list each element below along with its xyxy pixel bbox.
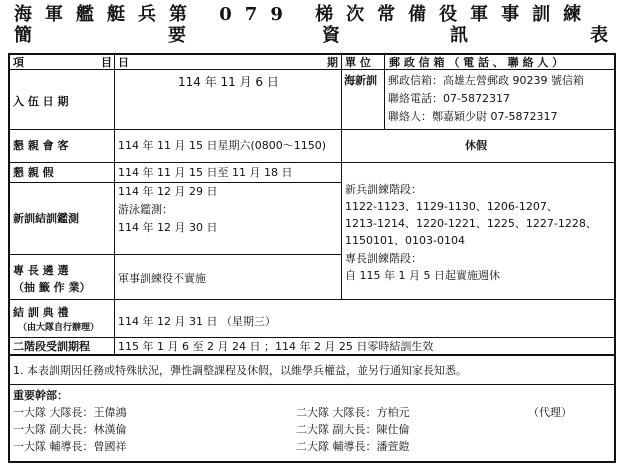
eval-line3: 114 年 12 月 30 日 bbox=[118, 221, 218, 234]
row-sep-grad bbox=[8, 337, 616, 338]
lower-bottom-border bbox=[8, 461, 616, 463]
enlist-label: 入 伍 日 期 bbox=[13, 95, 69, 108]
note-sep bbox=[8, 384, 616, 385]
cadre-title: 重要幹部： bbox=[13, 389, 68, 402]
title-line2-mid3: 訊 bbox=[450, 25, 481, 46]
header-item-end: 目 bbox=[101, 56, 112, 69]
row-sep-phase2 bbox=[8, 354, 616, 356]
header-contact: 郵 政 信 箱 （ 電 話 、 聯 絡 人 ） bbox=[389, 56, 564, 69]
spec-label-2: （抽 籤 作 業） bbox=[13, 281, 91, 294]
row-sep-enlist bbox=[8, 129, 616, 130]
holiday-new-1: 1122-1123、1129-1130、1206-1207、 bbox=[345, 200, 558, 213]
lower-right-border bbox=[614, 354, 616, 462]
note-text: 1. 本表訓期因任務或特殊狀況，彈性調整課程及休假，以維學兵權益，並另行通知家長知悉。 bbox=[13, 364, 467, 377]
phase2-label: 二階段受訓期程 bbox=[13, 340, 90, 353]
cadre-left-1: 一大隊 大隊長：王偉鴻 bbox=[13, 406, 127, 419]
grad-label-2: （由大隊自行辦理） bbox=[18, 323, 100, 333]
spec-label-1: 專 長 遴 選 bbox=[13, 264, 69, 277]
lower-left-border bbox=[8, 354, 10, 462]
leave-label: 懇 親 假 bbox=[13, 166, 54, 179]
table-top-border bbox=[8, 53, 616, 55]
row-sep-eval bbox=[8, 254, 342, 255]
eval-label: 新訓結訓鑑測 bbox=[13, 212, 79, 225]
holiday-spec-1: 自 115 年 1 月 5 日起實施週休 bbox=[345, 269, 500, 282]
holiday-new-3: 1150101、0103-0104 bbox=[345, 234, 465, 247]
leave-value: 114 年 11 月 15 日至 11 月 18 日 bbox=[118, 166, 293, 179]
row-sep-visit bbox=[8, 162, 616, 163]
eval-line1: 114 年 12 月 29 日 bbox=[118, 185, 218, 198]
table-left-border bbox=[8, 53, 10, 355]
title-line2-left: 簡 bbox=[14, 25, 45, 46]
visit-value: 114 年 11 月 15 日星期六(0800～1150) bbox=[118, 139, 327, 152]
enlist-date: 114 年 11 月 6 日 bbox=[178, 75, 279, 89]
cadre-left-3: 一大隊 輔導長：曾國祥 bbox=[13, 440, 127, 453]
title-line2-right: 表 bbox=[590, 25, 621, 46]
postbox: 郵政信箱：高雄左營郵政 90239 號信箱 bbox=[388, 74, 584, 87]
table-right-border bbox=[614, 53, 616, 355]
spec-value: 軍事訓練役不實施 bbox=[118, 272, 206, 285]
phone: 聯絡電話：07-5872317 bbox=[388, 92, 510, 105]
holiday-new-2: 1213-1214、1220-1221、1225、1227-1228、 bbox=[345, 217, 597, 230]
acting-note: （代理） bbox=[528, 406, 572, 419]
grad-label-1: 結 訓 典 禮 bbox=[13, 306, 69, 319]
header-item: 項 bbox=[13, 56, 24, 69]
grad-value: 114 年 12 月 31 日 （星期三） bbox=[118, 315, 276, 328]
col-sep-1 bbox=[114, 53, 115, 355]
cadre-right-3: 二大隊 輔導長：潘萱鎧 bbox=[296, 440, 410, 453]
col-sep-2 bbox=[341, 53, 342, 299]
cadre-left-2: 一大隊 副大長：林漢倫 bbox=[13, 423, 127, 436]
title-line2-mid1: 要 bbox=[168, 25, 199, 46]
doc-title: 海軍艦艇兵第 079 梯次常備役軍事訓練 bbox=[14, 4, 595, 25]
phase2-value: 115 年 1 月 6 至 2 月 24 日 ；114 年 2 月 25 日零時結訓生效 bbox=[118, 340, 434, 353]
navy-unit: 海新訓 bbox=[344, 74, 377, 87]
row-sep-spec bbox=[8, 299, 616, 300]
header-unit: 單 位 bbox=[345, 56, 371, 69]
row-sep-header bbox=[8, 69, 616, 70]
holiday-new-title: 新兵訓練階段： bbox=[345, 183, 422, 196]
cadre-right-2: 二大隊 副大長：陳仕倫 bbox=[296, 423, 410, 436]
holiday-spec-title: 專長訓練階段： bbox=[345, 252, 422, 265]
header-date: 日 bbox=[118, 56, 129, 69]
title-line2-mid2: 資 bbox=[322, 25, 353, 46]
visit-label: 懇 親 會 客 bbox=[13, 139, 69, 152]
cadre-right-1: 二大隊 大隊長：方柏元 bbox=[296, 406, 410, 419]
eval-line2: 游泳鑑測： bbox=[118, 203, 173, 216]
row-sep-leave bbox=[8, 182, 342, 183]
contact-person: 聯絡人：鄭嘉穎少尉 07-5872317 bbox=[388, 110, 558, 123]
header-date-end: 期 bbox=[327, 56, 338, 69]
holiday-header: 休假 bbox=[465, 139, 487, 152]
col-sep-3 bbox=[384, 53, 385, 129]
